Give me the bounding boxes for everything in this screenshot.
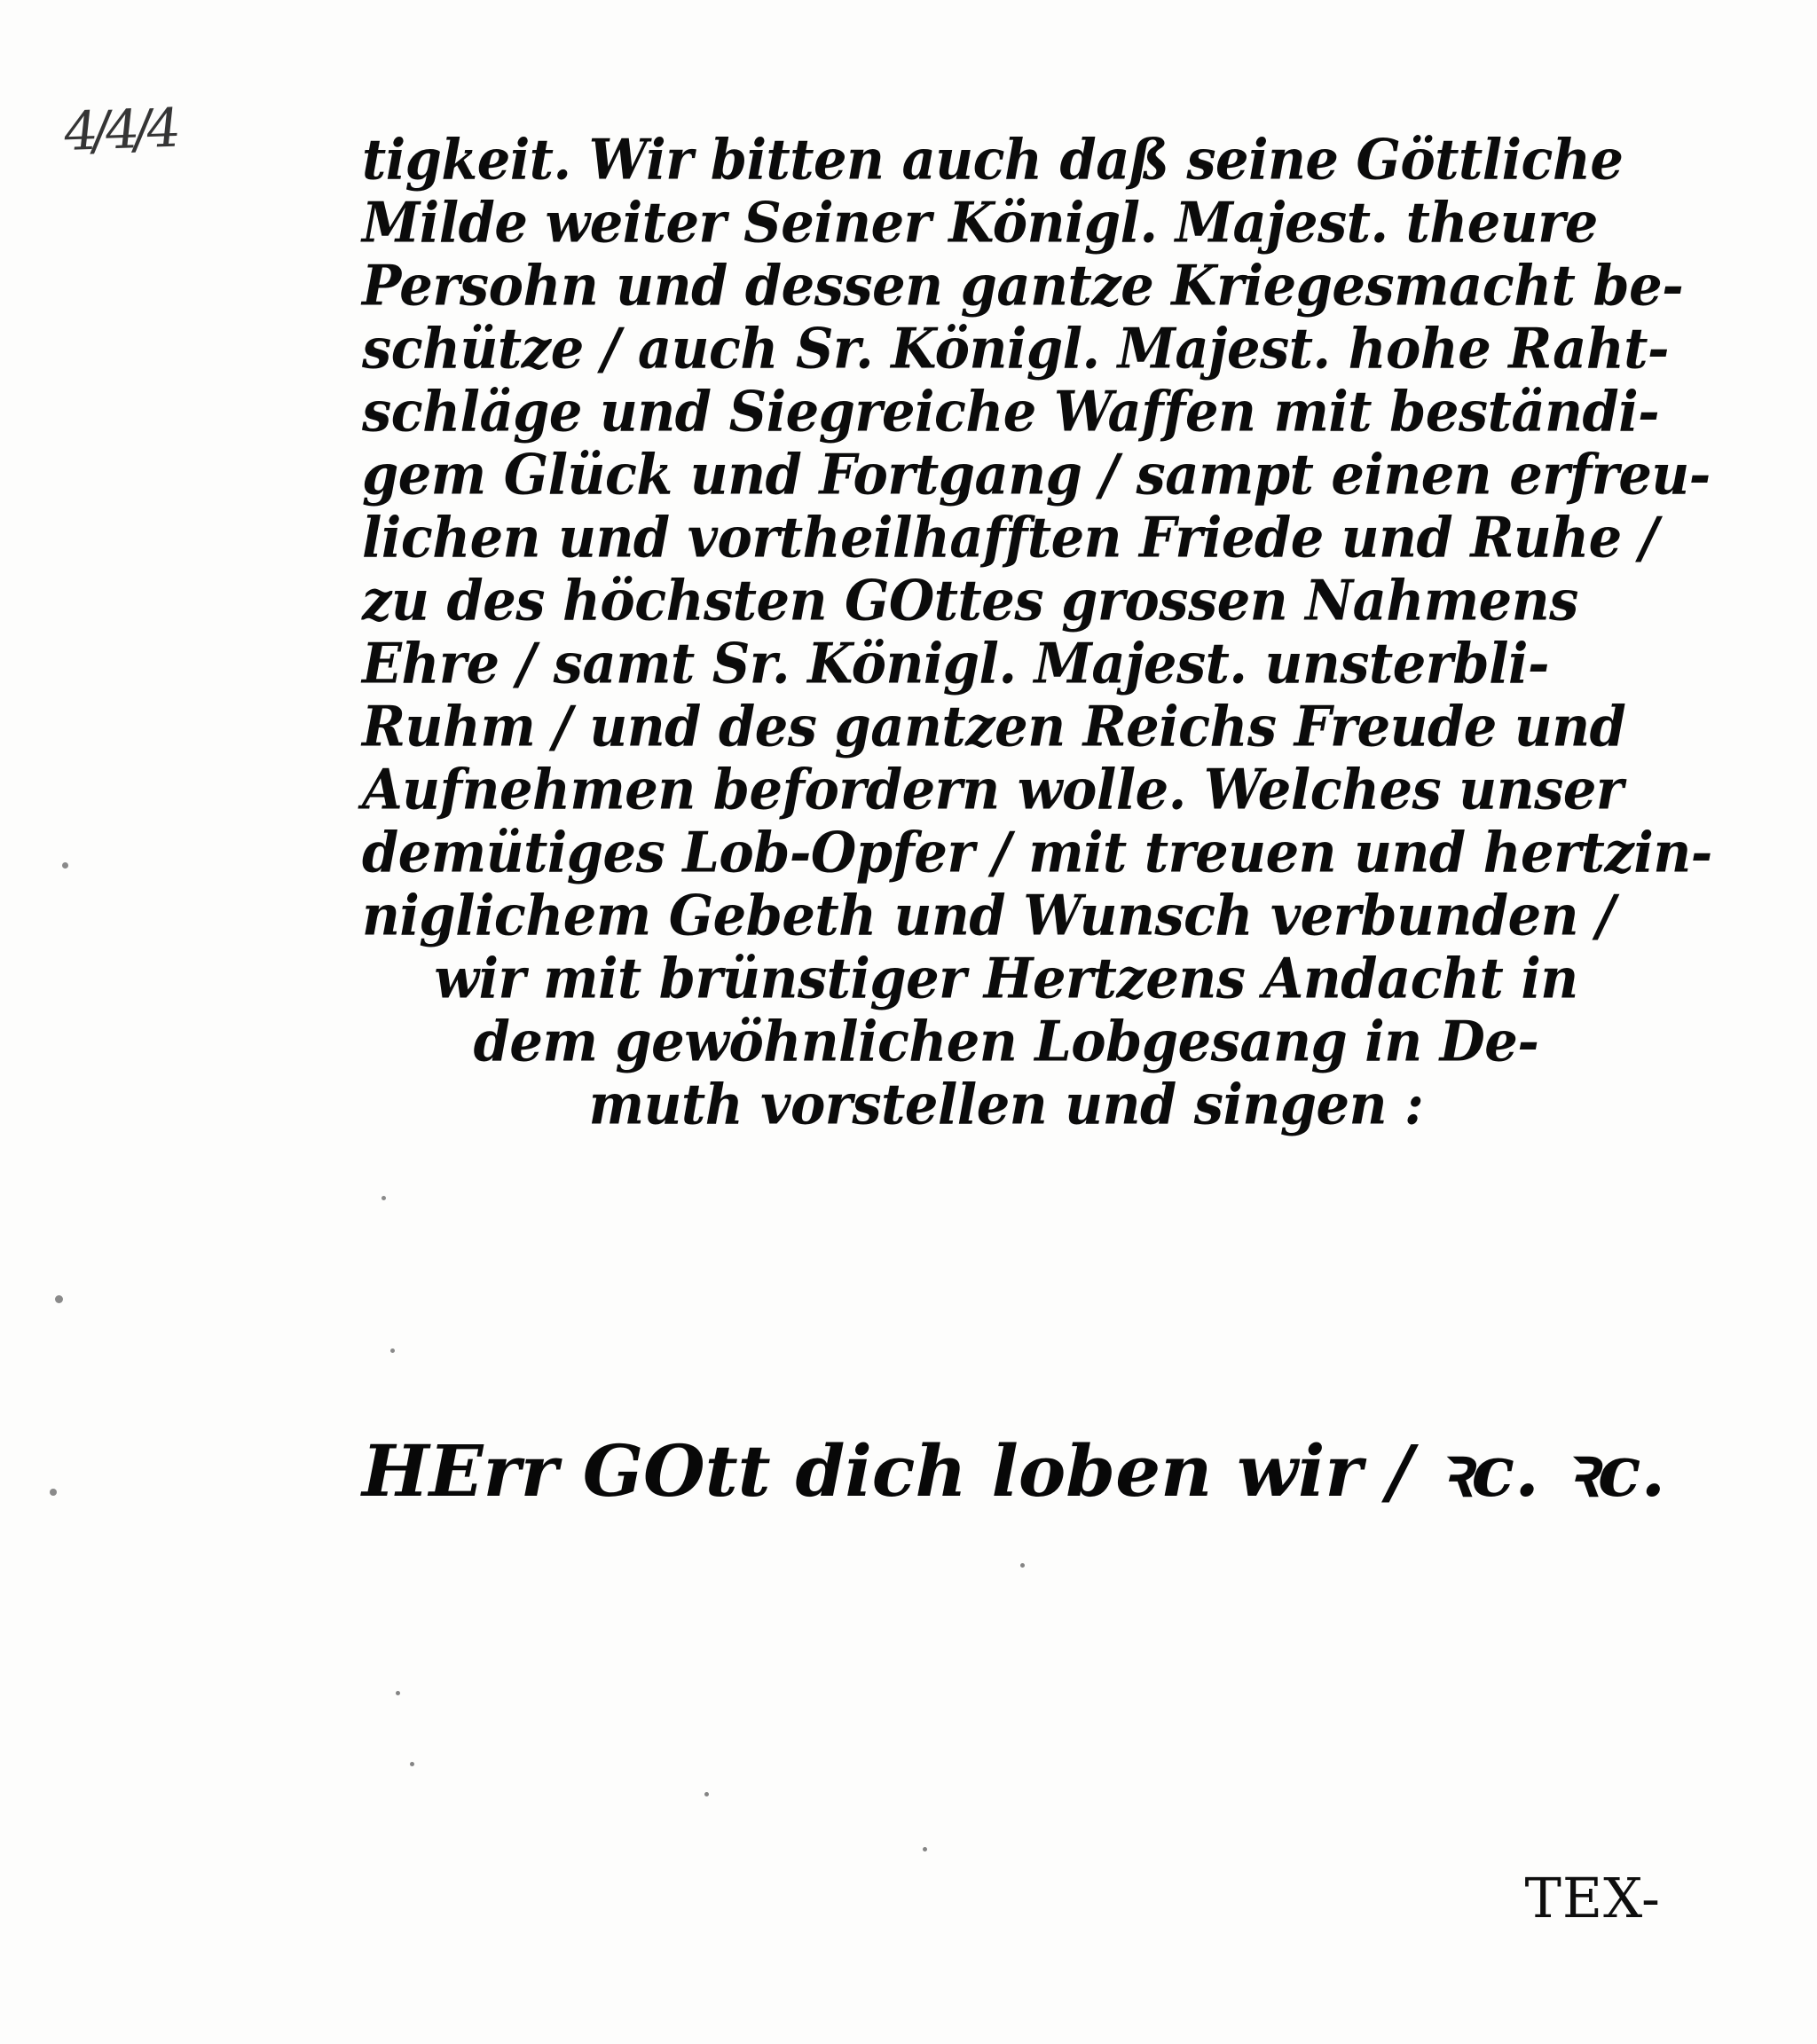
ink-speck: [410, 1762, 414, 1766]
body-line: zu des höchsten GOttes grossen Nahmens: [362, 568, 1578, 633]
body-line: demütiges Lob-Opfer / mit treuen und hertzin-: [362, 820, 1712, 885]
body-line: muth vorstellen und singen :: [588, 1072, 1424, 1137]
hymn-incipit: HErr GOtt dich loben wir / ꝛc. ꝛc.: [362, 1429, 1666, 1513]
scan-speck: [50, 1489, 57, 1496]
body-line: niglichem Gebeth und Wunsch verbunden /: [362, 883, 1616, 948]
ink-speck: [396, 1691, 400, 1695]
body-line: Ehre / samt Sr. Königl. Majest. unsterbli-: [362, 631, 1549, 696]
body-line: Aufnehmen befordern wolle. Welches unser: [362, 757, 1624, 822]
body-line: tigkeit. Wir bitten auch daß seine Göttliche: [362, 127, 1624, 193]
body-line: lichen und vortheilhafften Friede und Ruhe /: [362, 505, 1658, 570]
body-line: schütze / auch Sr. Königl. Majest. hohe Raht-: [362, 316, 1670, 381]
body-line: dem gewöhnlichen Lobgesang in De-: [473, 1009, 1539, 1074]
scan-speck: [62, 862, 68, 869]
body-line: gem Glück und Fortgang / sampt einen erfreu-: [362, 442, 1711, 507]
ink-speck: [1020, 1563, 1025, 1568]
scan-speck: [390, 1348, 395, 1353]
body-text-block: [362, 126, 1712, 1137]
body-line: Milde weiter Seiner Königl. Majest. theure: [362, 190, 1598, 256]
body-line: Ruhm / und des gantzen Reichs Freude und: [362, 694, 1626, 759]
scan-speck: [381, 1196, 386, 1200]
catchword: TEX-: [1524, 1866, 1661, 1930]
body-line: Persohn und dessen gantze Kriegesmacht be-: [362, 253, 1684, 318]
scan-speck: [55, 1295, 63, 1303]
margin-inscription: 4/4/4: [60, 97, 178, 164]
body-line: schläge und Siegreiche Waffen mit beständi-: [362, 379, 1660, 444]
ink-speck: [704, 1792, 709, 1796]
ink-speck: [923, 1847, 927, 1851]
body-line: wir mit brünstiger Hertzens Andacht in: [434, 946, 1578, 1011]
